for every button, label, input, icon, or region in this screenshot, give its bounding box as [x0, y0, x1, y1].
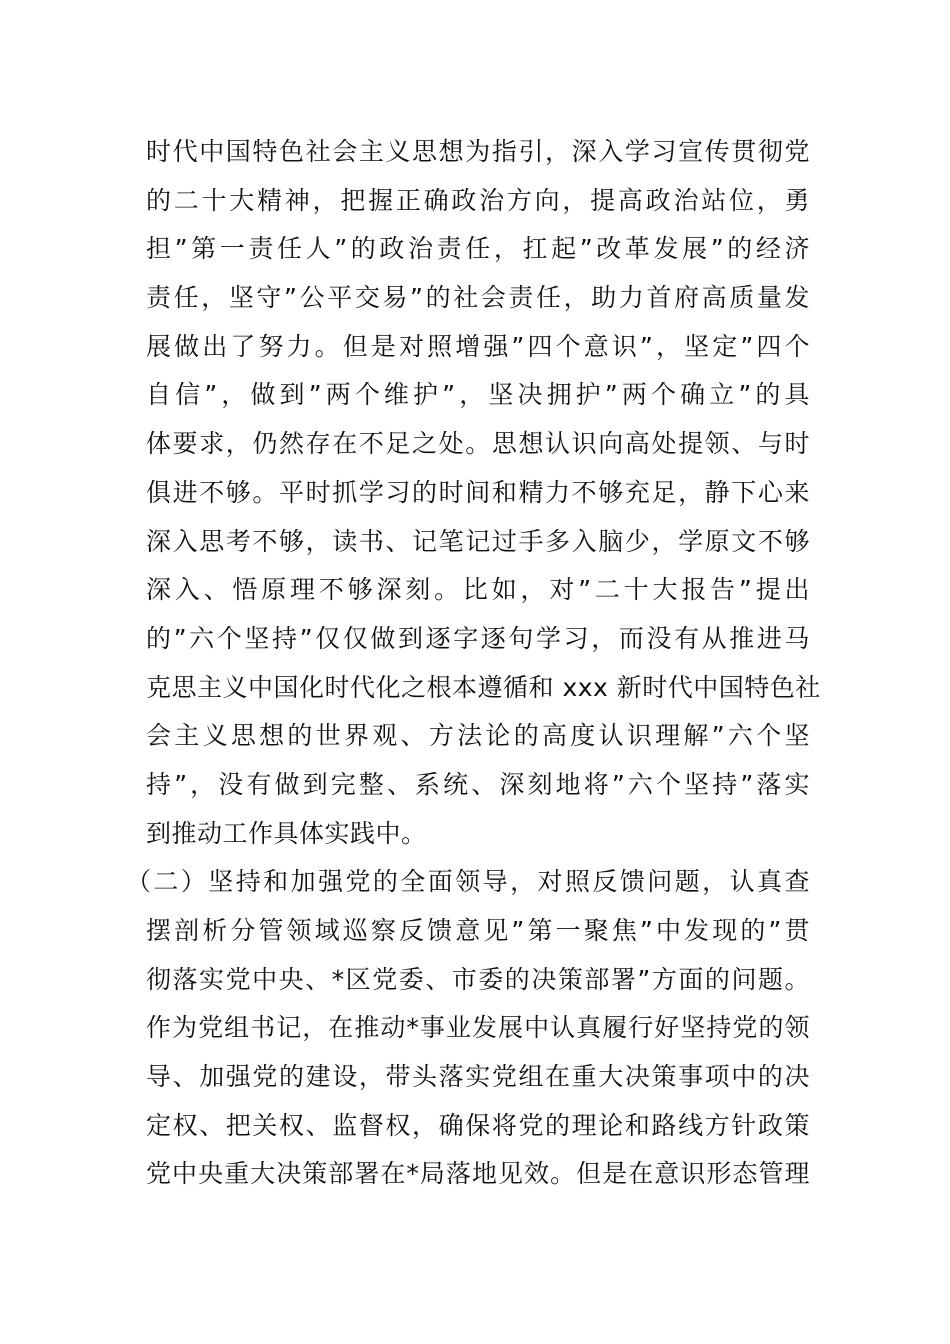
paragraph-end-line: 到推动工作具体实践中。: [146, 818, 427, 848]
text-line: 自信”，做到”两个维护”，坚决拥护”两个确立”的具: [146, 380, 810, 410]
text-line: 展做出了努力。但是对照增强”四个意识”，坚定”四个: [146, 331, 810, 361]
text-line: 会主义思想的世界观、方法论的高度认识理解”六个坚: [146, 721, 810, 751]
text-line: 责任，坚守”公平交易”的社会责任，助力首府高质量发: [146, 283, 810, 313]
text-line: 摆剖析分管领域巡察反馈意见”第一聚焦”中发现的”贯: [146, 916, 810, 945]
text-line: 克思主义中国化时代化之根本遵循和 xxx 新时代中国特色社: [146, 672, 821, 702]
section-heading-line: （二）坚持和加强党的全面领导，对照反馈问题，认真查: [126, 867, 810, 897]
text-line: 时代中国特色社会主义思想为指引，深入学习宣传贯彻党: [146, 137, 810, 166]
text-line: 的”六个坚持”仅仅做到逐字逐句学习，而没有从推进马: [146, 623, 810, 653]
text-line: 持”，没有做到完整、系统、深刻地将”六个坚持”落实: [146, 769, 810, 799]
text-line: 体要求，仍然存在不足之处。思想认识向高处提领、与时: [146, 429, 810, 459]
text-line: 俱进不够。平时抓学习的时间和精力不够充足，静下心来: [146, 477, 810, 507]
text-line: 党中央重大决策部署在*局落地见效。但是在意识形态管理: [146, 1159, 810, 1189]
text-line: 作为党组书记，在推动*事业发展中认真履行好坚持党的领: [146, 1013, 810, 1043]
text-line: 的二十大精神，把握正确政治方向，提高政治站位，勇: [146, 185, 810, 215]
text-line: 彻落实党中央、*区党委、市委的决策部署”方面的问题。: [146, 964, 810, 994]
text-line: 深入思考不够，读书、记笔记过手多入脑少，学原文不够: [146, 526, 810, 556]
text-line: 定权、把关权、监督权，确保将党的理论和路线方针政策: [146, 1110, 810, 1140]
body-text: [126, 128, 821, 1199]
text-line: 导、加强党的建设，带头落实党组在重大决策事项中的决: [146, 1062, 810, 1092]
text-line: 深入、悟原理不够深刻。比如，对”二十大报告”提出: [146, 575, 810, 605]
text-line: 担”第一责任人”的政治责任，扛起”改革发展”的经济: [146, 234, 810, 264]
